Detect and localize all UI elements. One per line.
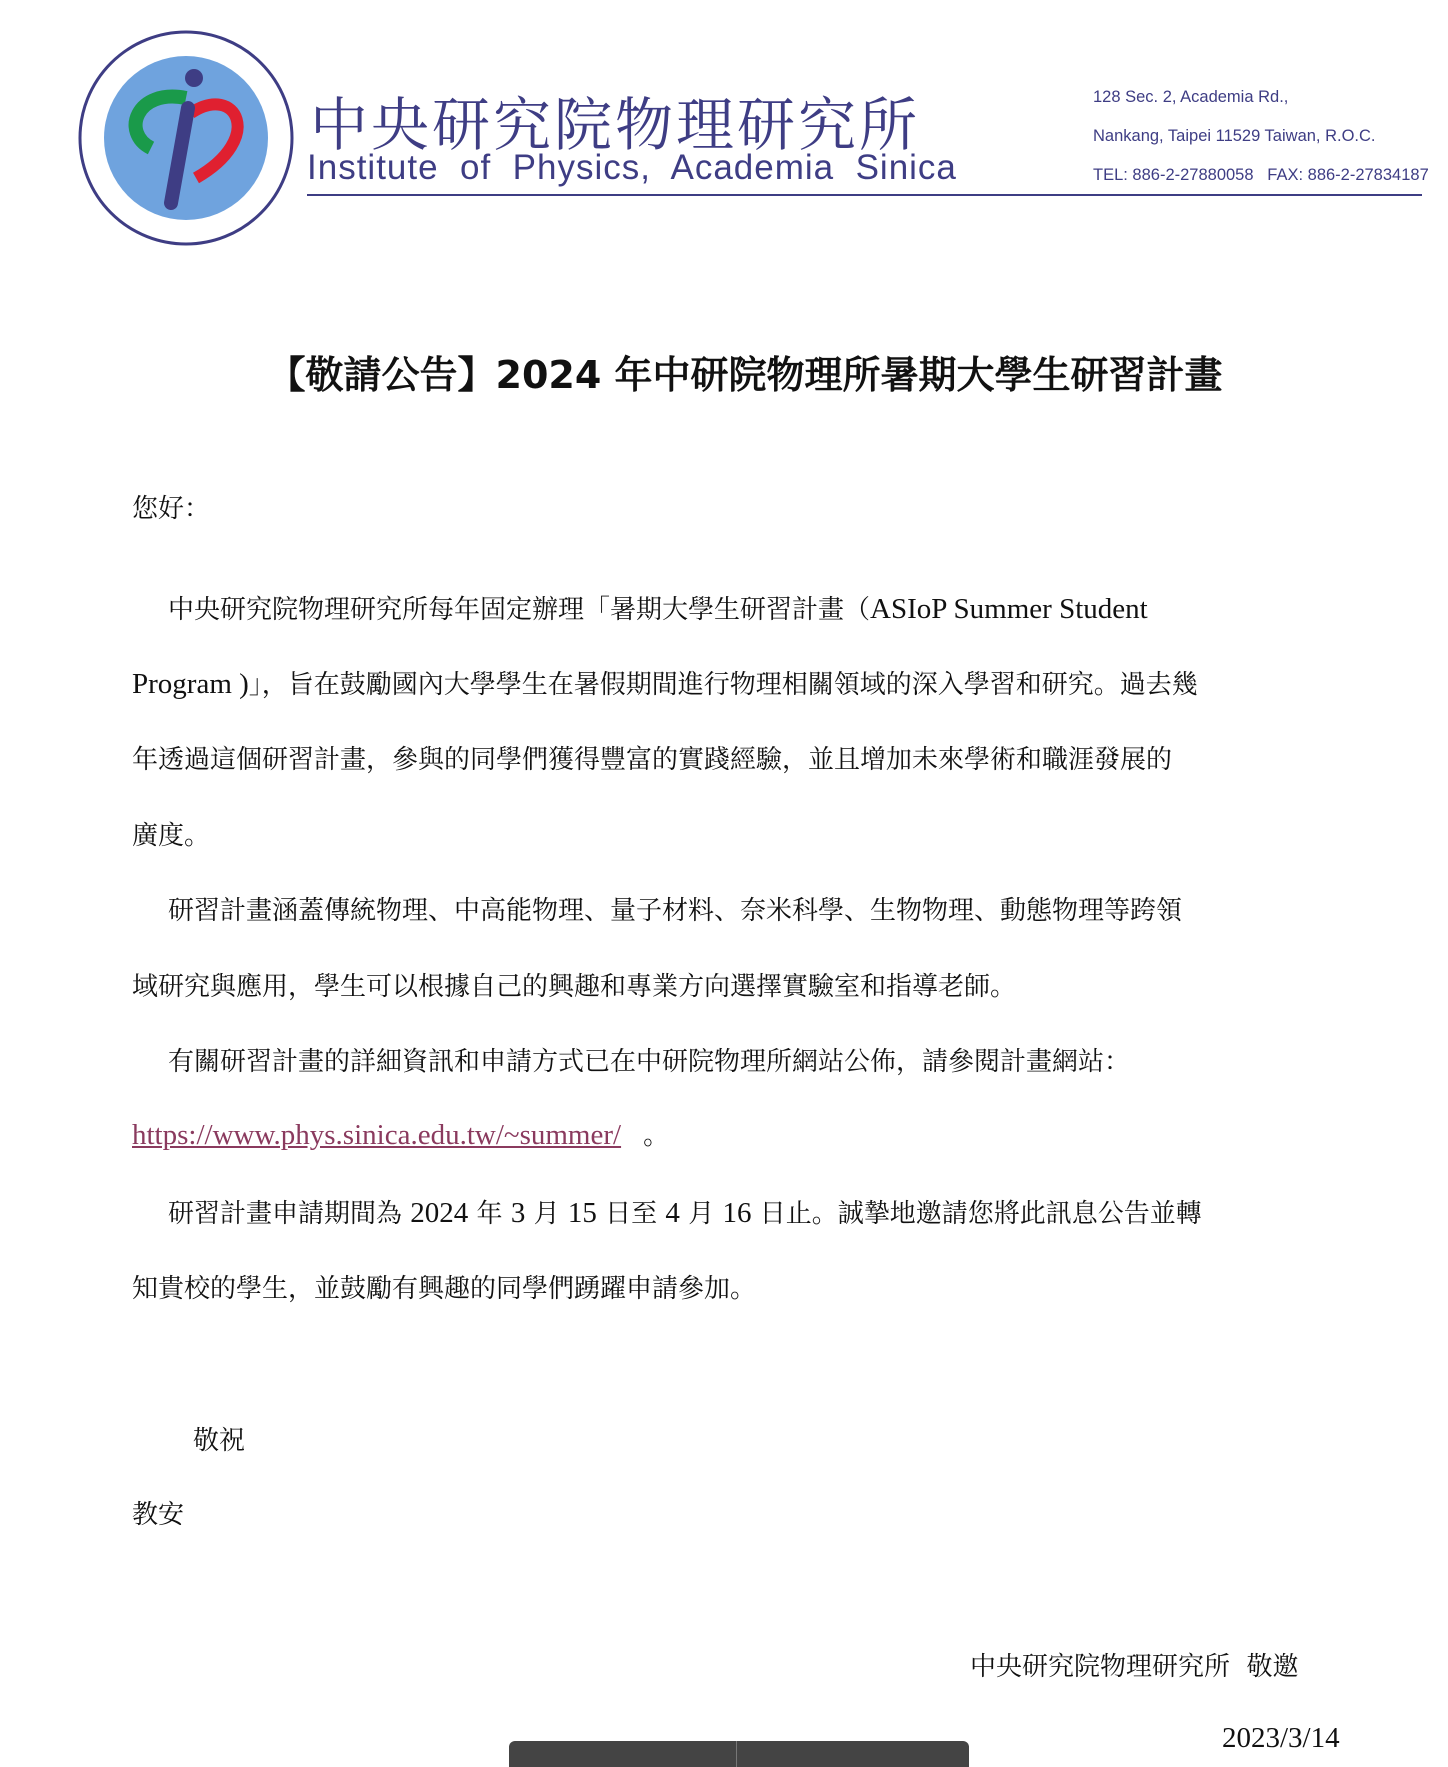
text: ASIoP Summer Student [870,593,1148,625]
p2-line2: 域研究與應用，學生可以根據自己的興趣和專業方向選擇實驗室和指導老師。 [132,972,1017,1002]
p3-line1: 有關研習計畫的詳細資訊和申請方式已在中研院物理所網站公佈，請參閱計畫網站： [168,1047,1131,1077]
institute-logo [76,28,296,248]
text: 研習計畫申請期間為 [168,1199,403,1229]
text: 日止。誠摯地邀請您將此訊息公告並轉 [759,1199,1202,1229]
text: 3 [510,1197,526,1229]
p1-line4: 廣度。 [132,821,211,851]
letter-title: 【敬請公告】2024 年中研院物理所暑期大學生研習計畫 [267,353,1223,397]
program-website-link[interactable]: https://www.phys.sinica.edu.tw/~summer/ [132,1119,622,1151]
text: 15 [567,1197,597,1229]
text: 月 [688,1199,715,1229]
signature: 中央研究院物理研究所 敬邀 [970,1652,1299,1682]
closing-1: 敬祝 [193,1426,246,1456]
p2-line1: 研習計畫涵蓋傳統物理、中高能物理、量子材料、奈米科學、生物物理、動態物理等跨領 [168,896,1183,926]
text: 月 [533,1199,560,1229]
viewer-toolbar[interactable] [509,1741,969,1767]
toolbar-divider [736,1741,737,1767]
text: 16 [722,1197,752,1229]
date [1222,1722,1340,1755]
p3-line2 [132,1115,669,1152]
closing-2: 教安 [132,1500,185,1530]
text: 2024 [410,1197,469,1229]
text: 2023/3/14 [1222,1722,1340,1754]
greeting: 您好： [132,494,211,524]
text: 」，旨在鼓勵國內大學學生在暑假期間進行物理相關領域的深入學習和研究。過去幾 [248,670,1198,700]
p1-line3: 年透過這個研習計畫，參與的同學們獲得豐富的實踐經驗，並且增加未來學術和職涯發展的 [132,745,1173,775]
text: 。 [643,1121,670,1151]
p1-line2 [132,664,1198,701]
p4-line2: 知貴校的學生，並鼓勵有興趣的同學們踴躍申請參加。 [132,1274,757,1304]
text: 年 [476,1199,503,1229]
text: 4 [665,1197,680,1229]
address-line-2: Nankang, Taipei 11529 Taiwan, R.O.C. [1093,127,1376,145]
p1-line1 [168,589,1148,626]
institute-name-en: Institute of Physics, Academia Sinica [307,148,957,187]
text: 日至 [605,1199,658,1229]
text: Program ) [132,668,249,700]
p4-line1 [168,1193,1202,1230]
text: 中央研究院物理研究所每年固定辦理「暑期大學生研習計畫（ [168,595,871,625]
header-rule [307,194,1422,196]
institute-name-cn: 中央研究院物理研究所 [310,91,921,159]
address-line-1: 128 Sec. 2, Academia Rd., [1093,88,1289,106]
contact-line: TEL: 886-2-27880058 FAX: 886-2-27834187 [1093,166,1429,184]
